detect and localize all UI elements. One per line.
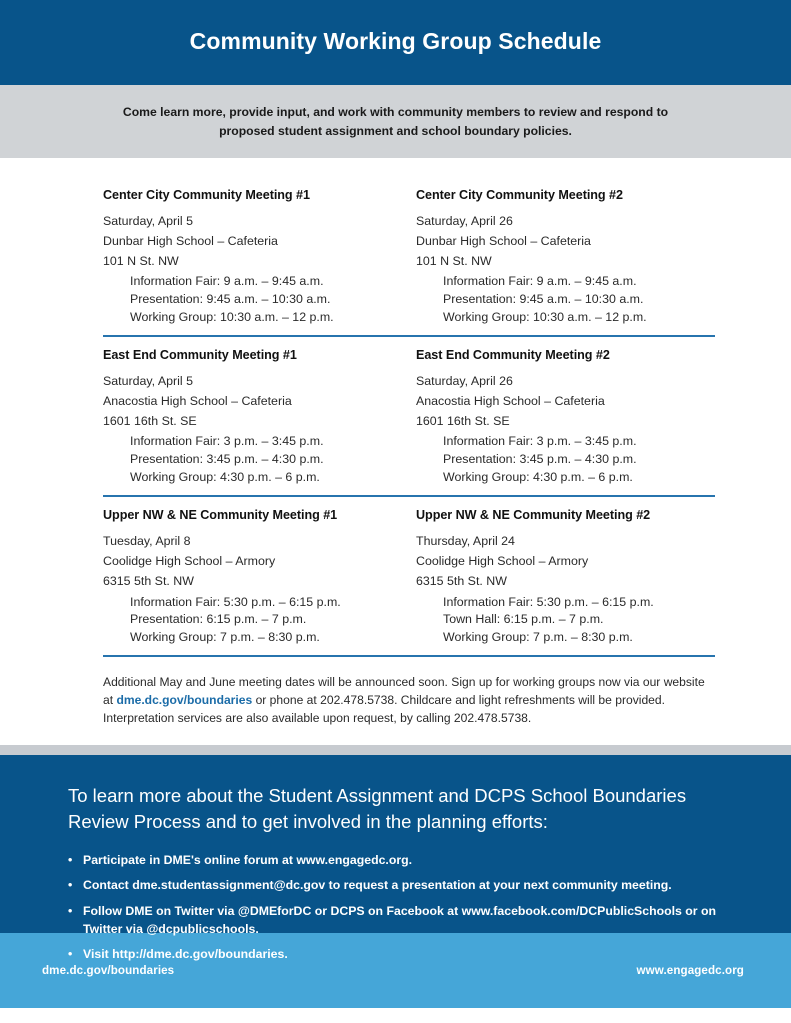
session-item: Information Fair: 9 a.m. – 9:45 a.m. <box>443 274 637 289</box>
bullet-icon: • <box>68 903 73 918</box>
meeting-date: Tuesday, April 8 <box>103 534 191 549</box>
learn-more-list <box>68 851 733 963</box>
learn-more-section <box>0 755 791 961</box>
meeting-card-east-end-1 <box>103 337 416 486</box>
list-item <box>68 876 733 894</box>
session-item: Information Fair: 5:30 p.m. – 6:15 p.m. <box>130 594 341 609</box>
session-item: Working Group: 4:30 p.m. – 6 p.m. <box>443 469 633 484</box>
meeting-date: Saturday, April 5 <box>103 214 193 228</box>
meeting-address: 1601 16th St. SE <box>416 414 510 429</box>
session-item: Information Fair: 3 p.m. – 3:45 p.m. <box>130 434 324 449</box>
additional-info-paragraph <box>0 657 791 727</box>
meeting-card-center-city-2 <box>416 177 729 326</box>
meeting-venue: Anacostia High School – Cafeteria <box>103 394 292 409</box>
session-item: Information Fair: 9 a.m. – 9:45 a.m. <box>130 274 324 289</box>
session-item: Working Group: 4:30 p.m. – 6 p.m. <box>130 469 320 484</box>
meeting-address: 6315 5th St. NW <box>416 574 507 589</box>
session-item: Presentation: 6:15 p.m. – 7 p.m. <box>130 612 307 627</box>
list-item-label[interactable]: Participate in DME's online forum at www.engagedc.org. <box>83 853 413 868</box>
meeting-address: 101 N St. NW <box>103 254 179 269</box>
session-item: Working Group: 10:30 a.m. – 12 p.m. <box>443 309 647 324</box>
session-list <box>416 273 729 326</box>
meeting-title: Center City Community Meeting #1 <box>103 188 310 202</box>
list-item <box>68 851 733 869</box>
boundaries-website-link[interactable]: dme.dc.gov/boundaries <box>116 693 253 708</box>
session-list <box>103 273 416 326</box>
meeting-address: 101 N St. NW <box>416 254 492 269</box>
meeting-address: 1601 16th St. SE <box>103 414 197 429</box>
session-list <box>103 433 416 486</box>
session-list <box>103 594 416 647</box>
section-divider-strip <box>0 745 791 755</box>
meeting-card-upper-nw-ne-1 <box>103 497 416 646</box>
meeting-address: 6315 5th St. NW <box>103 574 194 589</box>
meeting-title: Upper NW & NE Community Meeting #2 <box>416 508 651 523</box>
meeting-venue: Coolidge High School – Armory <box>416 554 589 569</box>
meeting-title: Upper NW & NE Community Meeting #1 <box>103 508 338 523</box>
list-item-label[interactable]: Visit http://dme.dc.gov/boundaries. <box>83 946 288 961</box>
meeting-card-east-end-2 <box>416 337 729 486</box>
footer-link-engagedc[interactable]: www.engagedc.org <box>636 963 744 977</box>
footer-link-boundaries[interactable]: dme.dc.gov/boundaries <box>42 963 175 977</box>
meeting-card-upper-nw-ne-2 <box>416 497 729 646</box>
page-footer <box>0 933 791 1008</box>
subheader-text: Come learn more, provide input, and work with community members to review and respond to proposed student assignment and school boundary policies. <box>122 104 669 138</box>
list-item-label[interactable]: Contact dme.studentassignment@dc.gov to request a presentation at your next community meeting. <box>83 878 672 893</box>
session-item: Information Fair: 5:30 p.m. – 6:15 p.m. <box>443 594 654 609</box>
session-list <box>416 433 729 486</box>
meeting-date: Saturday, April 26 <box>416 374 513 389</box>
meeting-venue: Dunbar High School – Cafeteria <box>103 234 278 249</box>
session-list <box>416 594 729 647</box>
meeting-title: Center City Community Meeting #2 <box>416 188 623 202</box>
session-item: Working Group: 7 p.m. – 8:30 p.m. <box>443 629 633 644</box>
learn-more-heading: To learn more about the Student Assignment and DCPS School Boundaries Review Process and to get involved in the planning efforts: <box>68 784 687 832</box>
bullet-icon: • <box>68 853 73 868</box>
meeting-title: East End Community Meeting #1 <box>103 348 297 363</box>
bullet-icon: • <box>68 878 73 893</box>
page-title: Community Working Group Schedule <box>189 28 602 54</box>
session-item: Information Fair: 3 p.m. – 3:45 p.m. <box>443 434 637 449</box>
additional-info-part1: Additional May and June meeting dates will be announced soon. Sign up for working groups now via our website at <box>103 675 705 708</box>
list-item <box>68 945 733 963</box>
meeting-venue: Coolidge High School – Armory <box>103 554 276 569</box>
session-item: Presentation: 9:45 a.m. – 10:30 a.m. <box>130 291 331 306</box>
session-item: Working Group: 10:30 a.m. – 12 p.m. <box>130 309 334 324</box>
session-item: Presentation: 3:45 p.m. – 4:30 p.m. <box>130 452 324 466</box>
list-item <box>68 902 733 938</box>
session-item: Town Hall: 6:15 p.m. – 7 p.m. <box>443 612 604 627</box>
meeting-row <box>103 337 715 497</box>
session-item: Working Group: 7 p.m. – 8:30 p.m. <box>130 629 320 644</box>
additional-info-part2: or phone at 202.478.5738. Childcare and light refreshments will be provided. Interpretation services are also available upon request, by calling 202.478.5738. <box>103 693 665 725</box>
meeting-date: Saturday, April 26 <box>416 214 513 228</box>
meeting-date: Thursday, April 24 <box>416 534 515 549</box>
session-item: Presentation: 3:45 p.m. – 4:30 p.m. <box>443 452 637 466</box>
page-header <box>0 0 791 85</box>
schedule-section <box>0 158 791 657</box>
meeting-date: Saturday, April 5 <box>103 374 193 389</box>
meeting-row <box>103 172 715 337</box>
bullet-icon: • <box>68 946 73 961</box>
subheader-band <box>0 85 791 158</box>
meeting-venue: Anacostia High School – Cafeteria <box>416 394 605 409</box>
list-item-label[interactable]: Follow DME on Twitter via @DMEforDC or DCPS on Facebook at www.facebook.com/DCPublicSchools or on Twitter via @dcpublicschools. <box>83 903 717 936</box>
meeting-card-center-city-1 <box>103 177 416 326</box>
meeting-row <box>103 497 715 657</box>
meeting-title: East End Community Meeting #2 <box>416 348 610 363</box>
meeting-venue: Dunbar High School – Cafeteria <box>416 234 591 249</box>
session-item: Presentation: 9:45 a.m. – 10:30 a.m. <box>443 291 644 306</box>
